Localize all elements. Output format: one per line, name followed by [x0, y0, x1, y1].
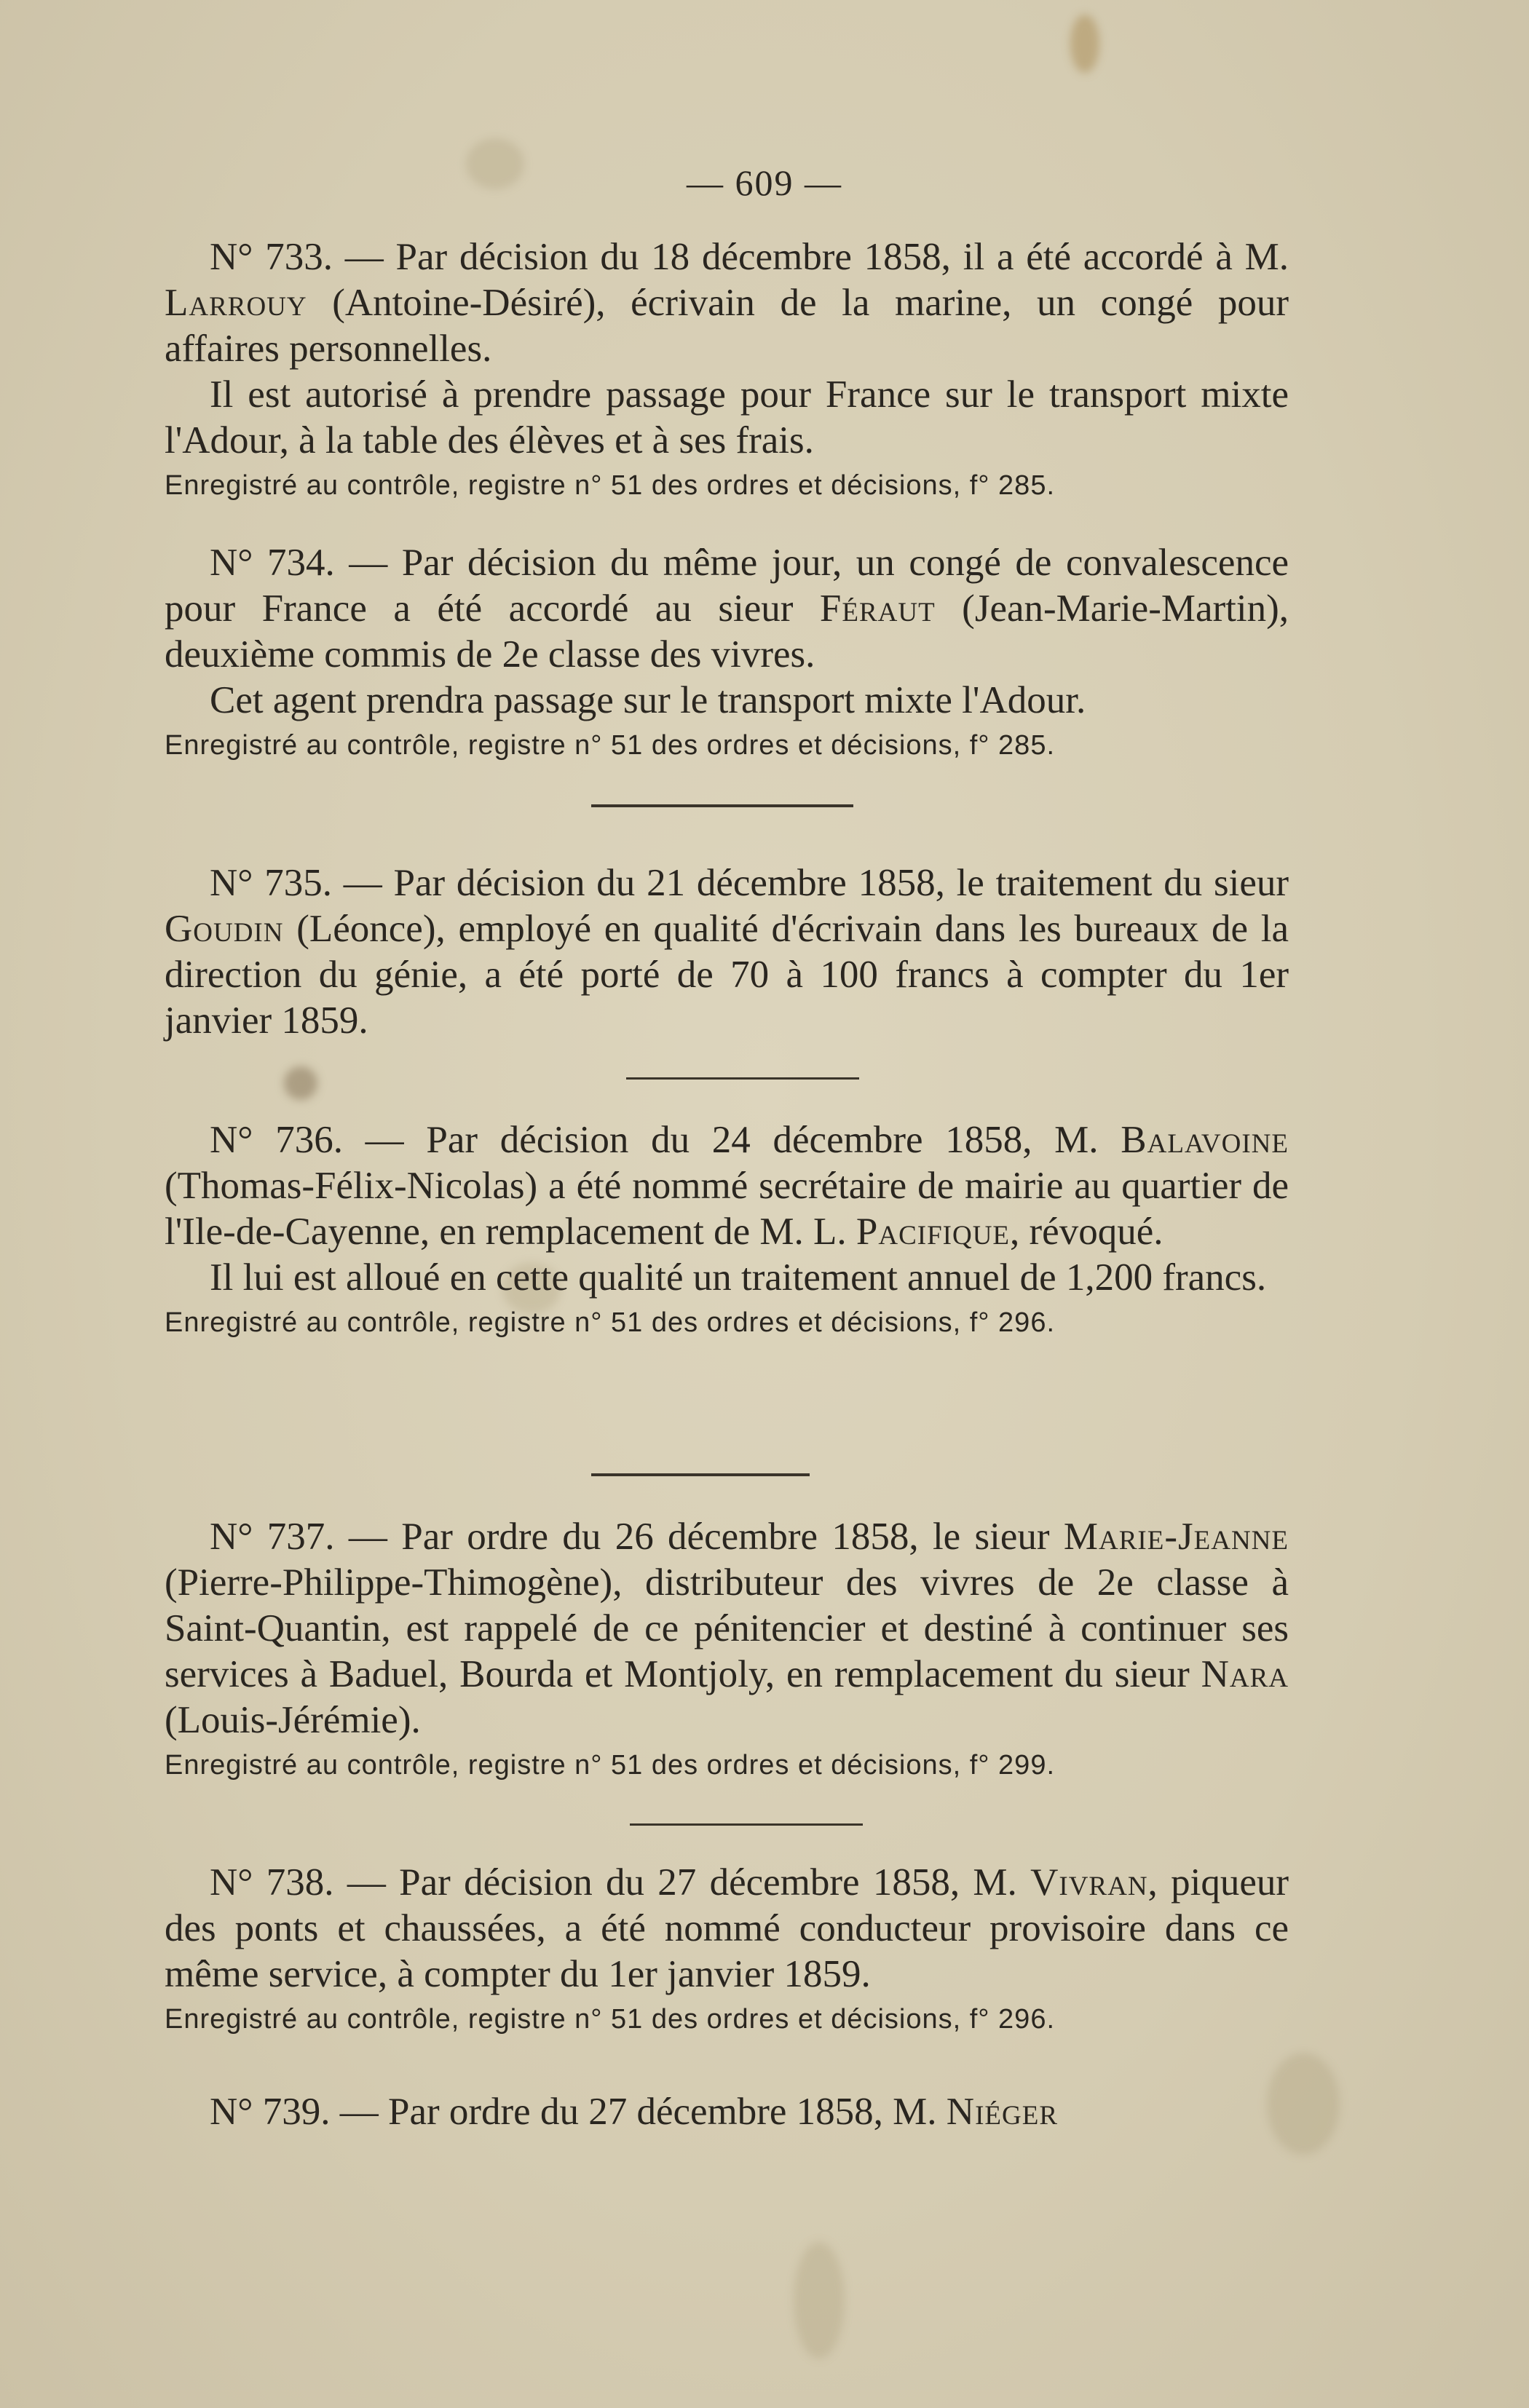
section-divider — [630, 1823, 863, 1826]
person-name: Vivran — [1030, 1861, 1148, 1904]
registration-line: Enregistré au contrôle, registre n° 51 des ordres et décisions, f° 299. — [165, 1750, 1056, 1781]
person-name: Niéger — [946, 2091, 1058, 2133]
entry-733 — [165, 234, 1289, 507]
entry-text — [165, 540, 1289, 678]
entry-text — [165, 860, 1289, 1044]
person-name: Marie-Jeanne — [1063, 1516, 1289, 1558]
section-divider — [626, 1077, 859, 1080]
text-run: (Antoine-Désiré), écrivain de la marine, un congé pour affaires personnelles. — [165, 282, 1289, 370]
person-name: Larrouy — [165, 282, 307, 324]
text-run: N° 737. — Par ordre du 26 décembre 1858, le sieur — [210, 1516, 1064, 1558]
text-run: N° 736. — Par décision du 24 décembre 1858, M. — [210, 1119, 1121, 1161]
registration-line: Enregistré au contrôle, registre n° 51 des ordres et décisions, f° 296. — [165, 2004, 1056, 2035]
text-run: N° 735. — Par décision du 21 décembre 1858, le traitement du sieur — [210, 862, 1289, 904]
person-name: Balavoine — [1121, 1119, 1289, 1161]
section-divider — [591, 1473, 810, 1476]
entry-737 — [165, 1514, 1289, 1787]
registration-line: Enregistré au contrôle, registre n° 51 des ordres et décisions, f° 285. — [165, 470, 1056, 501]
person-name: Nara — [1201, 1653, 1289, 1695]
text-run: N° 733. — Par décision du 18 décembre 1858, il a été accordé à M. — [210, 236, 1289, 278]
text-run: (Jean-Marie-Martin), deuxième commis de 2e classe des vivres. — [165, 587, 1289, 676]
section-divider — [591, 804, 853, 807]
text-run: (Pierre-Philippe-Thimogène), distributeur des vivres de 2e classe à Saint-Quantin, est rappelé de ce pénitencier et destiné à continuer ses services à Baduel, Bourda et Montjoly, en remplacement du sieur — [165, 1561, 1289, 1695]
paper-stain — [284, 1066, 317, 1100]
entry-text — [165, 1514, 1289, 1743]
entry-text — [165, 234, 1289, 372]
entry-735 — [165, 860, 1289, 1044]
registration-line: Enregistré au contrôle, registre n° 51 des ordres et décisions, f° 285. — [165, 730, 1056, 761]
entry-738 — [165, 1860, 1289, 2041]
person-name: Goudin — [165, 908, 284, 950]
text-run: (Léonce), employé en qualité d'écrivain dans les bureaux de la direction du génie, a été porté de 70 à 100 francs à compter du 1er janvier 1859. — [165, 908, 1289, 1042]
paper-stain — [794, 2242, 845, 2359]
registration-line: Enregistré au contrôle, registre n° 51 des ordres et décisions, f° 296. — [165, 1307, 1056, 1338]
text-run: N° 738. — Par décision du 27 décembre 1858, M. — [210, 1861, 1031, 1904]
entry-extra: Il est autorisé à prendre passage pour France sur le transport mixte l'Adour, à la table des élèves et à ses frais. — [165, 373, 1289, 462]
entry-739 — [165, 2089, 1289, 2135]
entry-text — [165, 1117, 1289, 1255]
text-run: N° 734. — Par décision du même jour, un congé de convalescence pour France a été accordé au sieur — [165, 542, 1289, 630]
person-name: Féraut — [819, 587, 936, 630]
text-run: N° 739. — Par ordre du 27 décembre 1858, M. — [210, 2091, 947, 2133]
entry-text — [165, 1860, 1289, 1997]
entry-extra: Cet agent prendra passage sur le transport mixte l'Adour. — [210, 679, 1086, 721]
text-run: (Louis-Jérémie). — [165, 1699, 421, 1741]
page-number: — 609 — — [687, 162, 842, 203]
paper-stain — [1070, 15, 1099, 73]
entry-extra: Il lui est alloué en cette qualité un traitement annuel de 1,200 francs. — [210, 1256, 1267, 1299]
text-run: , révoqué. — [1010, 1211, 1163, 1253]
text-run: , piqueur des ponts et chaussées, a été nommé conducteur provisoire dans ce même service, à compter du 1er janvier 1859. — [165, 1861, 1289, 1995]
text-run: (Thomas-Félix-Nicolas) a été nommé secrétaire de mairie au quartier de l'Ile-de-Cayenne, en remplacement de M. L. — [165, 1165, 1289, 1253]
entry-734 — [165, 540, 1289, 767]
entry-736 — [165, 1117, 1289, 1344]
person-name: Pacifique — [856, 1211, 1011, 1253]
entry-text — [165, 2089, 1289, 2135]
